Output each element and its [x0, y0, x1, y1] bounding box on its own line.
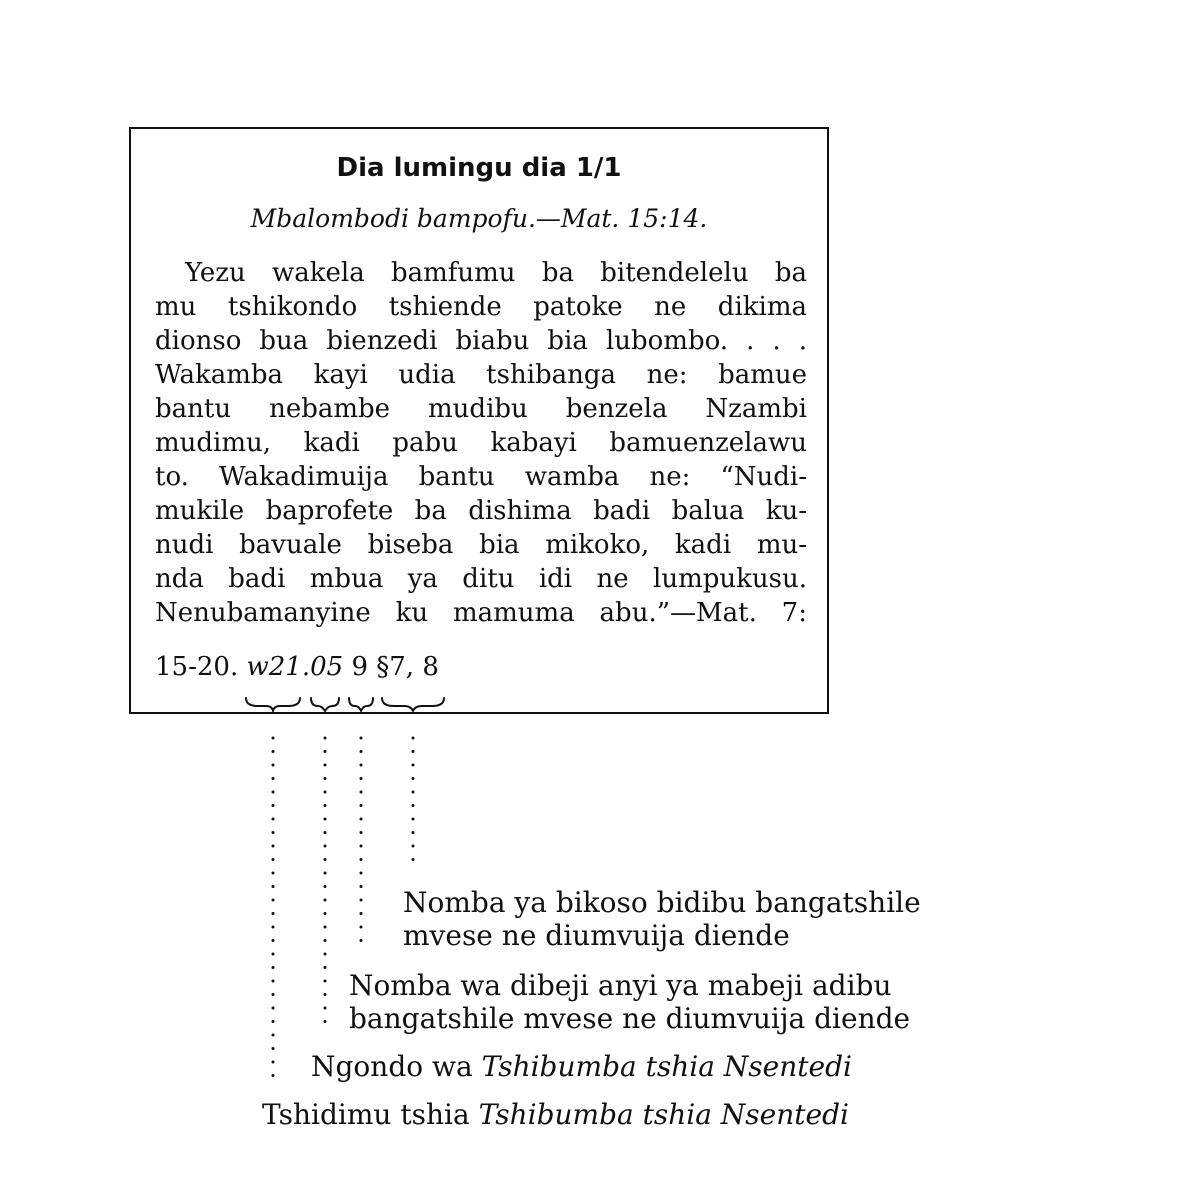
month-legend-prefix: Ngondo wa — [311, 1050, 473, 1083]
page-legend-line: Nomba wa dibeji anyi ya mabeji adibu — [349, 969, 892, 1002]
issue-legend — [262, 1098, 849, 1131]
body-line: nda badi mbua ya ditu idi ne lumpukusu. — [155, 564, 807, 594]
body-line: Yezu wakela bamfumu ba bitendelelu ba — [185, 258, 807, 288]
paragraph-numbers: §7, 8 — [376, 652, 439, 682]
brace-month — [311, 698, 339, 711]
paragraphs-legend-line: mvese ne diumvuija diende — [403, 919, 790, 952]
body-line: mu tshikondo tshiende patoke ne dikima — [155, 292, 807, 322]
issue-legend-title: Tshibumba tshia Nsentedi — [478, 1098, 849, 1131]
body-line: Nenubamanyine ku mamuma abu.”—Mat. 7: — [155, 598, 807, 628]
body-line: mudimu, kadi pabu kabayi bamuenzelawu — [155, 428, 807, 458]
page-legend — [349, 969, 910, 1035]
body-line: Wakamba kayi udia tshibanga ne: bamue — [155, 360, 807, 390]
month-legend-title: Tshibumba tshia Nsentedi — [481, 1050, 852, 1083]
issue-legend-prefix: Tshidimu tshia — [262, 1098, 470, 1131]
card-title: Dia lumingu dia 1/1 — [336, 153, 622, 183]
card-theme-scripture: Mbalombodi bampofu.—Mat. 15:14. — [250, 204, 708, 233]
body-line: bantu nebambe mudibu benzela Nzambi — [155, 394, 807, 424]
month-legend — [311, 1050, 852, 1083]
paragraphs-legend-line: Nomba ya bikoso bidibu bangatshile — [403, 886, 921, 919]
body-line: nudi bavuale biseba bia mikoko, kadi mu- — [155, 530, 807, 560]
page-legend-line: bangatshile mvese ne diumvuija diende — [349, 1002, 911, 1035]
paragraphs-legend — [403, 886, 921, 952]
body-line: to. Wakadimuija bantu wamba ne: “Nudi- — [155, 462, 807, 492]
page-number: 9 — [351, 652, 368, 682]
body-line: mukile baprofete ba dishima badi balua ku- — [155, 496, 807, 526]
body-line: dionso bua bienzedi biabu bia lubombo. . . . — [155, 326, 807, 356]
brace-page — [349, 698, 373, 711]
scripture-range-end: 15-20. — [155, 652, 239, 682]
brace-paragraphs — [382, 698, 444, 711]
publication-code: w21.05 — [246, 652, 344, 682]
brace-publication — [246, 698, 300, 711]
